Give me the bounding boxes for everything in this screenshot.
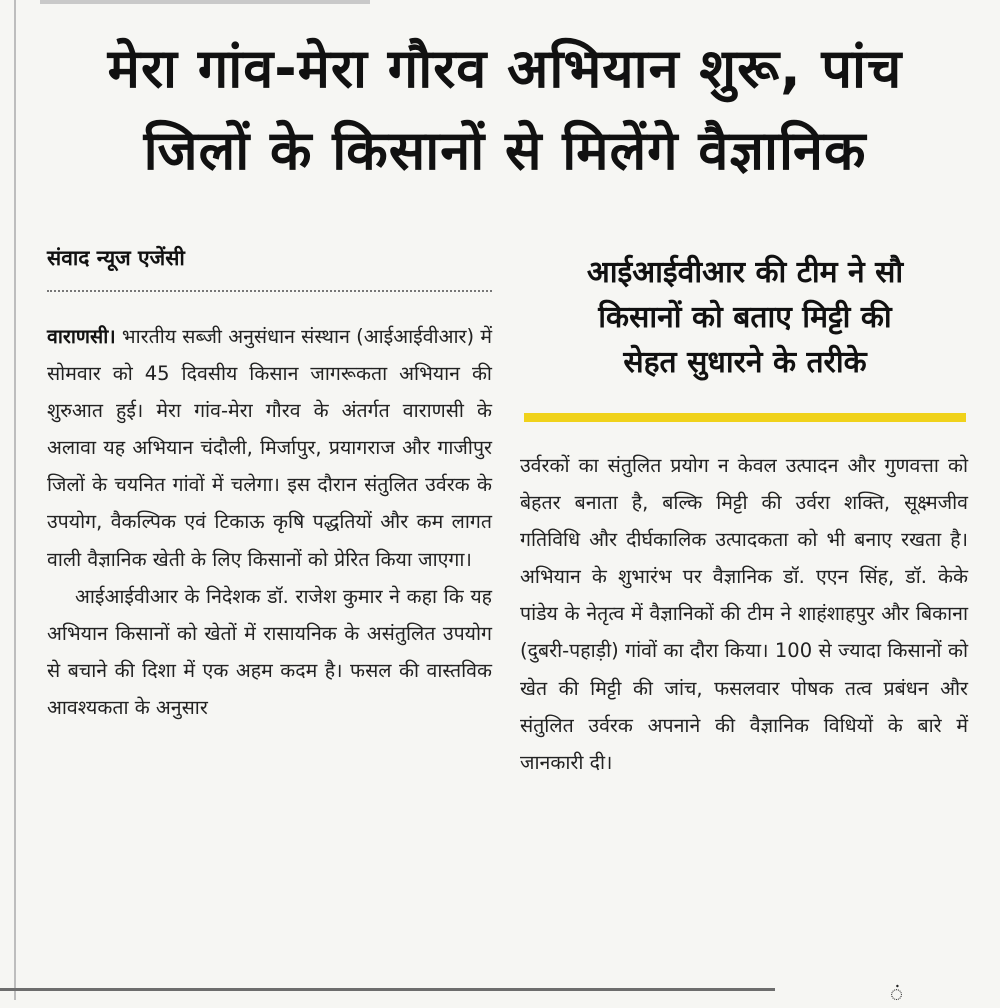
article-paragraph-2: आईआईवीआर के निदेशक डॉ. राजेश कुमार ने कहा कि यह अभियान किसानों को खेतों में रासायनिक के असंतुलित उपयोग से बचाने की दिशा में एक अहम कदम है। फसल की वास्तविक आवश्यकता के अनुसार: [47, 584, 492, 719]
paragraph-1-text: भारतीय सब्जी अनुसंधान संस्थान (आईआईवीआर) में सोमवार को 45 दिवसीय किसान जागरूकता अभियान की शुरुआत हुई। मेरा गांव-मेरा गौरव के अंतर्गत वाराणसी के अलावा यह अभियान चंदौली, मिर्जापुर, प्रयागराज और गाजीपुर जिलों के चयनित गांवों में चलेगा। इस दौरान संतुलित उर्वरक के उपयोग, वैकल्पिक एवं टिकाऊ कृषि पद्धतियों और कम लागत वाली वैज्ञानिक खेती के लिए किसानों को प्रेरित किया जाएगा।: [47, 325, 492, 571]
article-column-right: [520, 447, 968, 781]
headline-line-1: मेरा गांव-मेरा गौरव अभियान शुरू, पांच: [107, 37, 903, 100]
article-column-left: [47, 318, 492, 726]
byline-divider: [47, 290, 492, 292]
subheadline-line-2: किसानों को बताए मिट्टी की: [598, 300, 892, 335]
subheadline-accent-bar: [524, 413, 966, 422]
left-column-rule: [14, 0, 16, 1000]
bottom-rule: [0, 988, 775, 991]
subheadline: [520, 250, 970, 385]
headline-line-2: जिलों के किसानों से मिलेंगे वैज्ञानिक: [143, 119, 867, 182]
subheadline-line-1: आईआईवीआर की टीम ने सौ: [586, 255, 904, 290]
article-paragraph-3: उर्वरकों का संतुलित प्रयोग न केवल उत्पादन और गुणवत्ता को बेहतर बनाता है, बल्कि मिट्टी की उर्वरा शक्ति, सूक्ष्मजीव गतिविधि और दीर्घकालिक उत्पादकता को भी बनाए रखता है। अभियान के शुभारंभ पर वैज्ञानिक डॉ. एएन सिंह, डॉ. केके पांडेय के नेतृत्व में वैज्ञानिकों की टीम ने शाहंशाहपुर और बिकाना (दुबरी-पहाड़ी) गांवों का दौरा किया। 100 से ज्यादा किसानों को खेत की मिट्टी की जांच, फसलवार पोषक तत्व प्रबंधन और संतुलित उर्वरक अपनाने की वैज्ञानिक विधियों के बारे में जानकारी दी।: [520, 454, 968, 774]
top-rule: [40, 0, 370, 4]
next-article-fragment: ं: [890, 982, 904, 1007]
dateline: वाराणसी।: [47, 325, 116, 348]
headline: [30, 28, 980, 192]
subheadline-line-3: सेहत सुधारने के तरीके: [623, 345, 867, 380]
byline: संवाद न्यूज एजेंसी: [47, 246, 185, 270]
article-paragraph-1: [47, 318, 492, 578]
